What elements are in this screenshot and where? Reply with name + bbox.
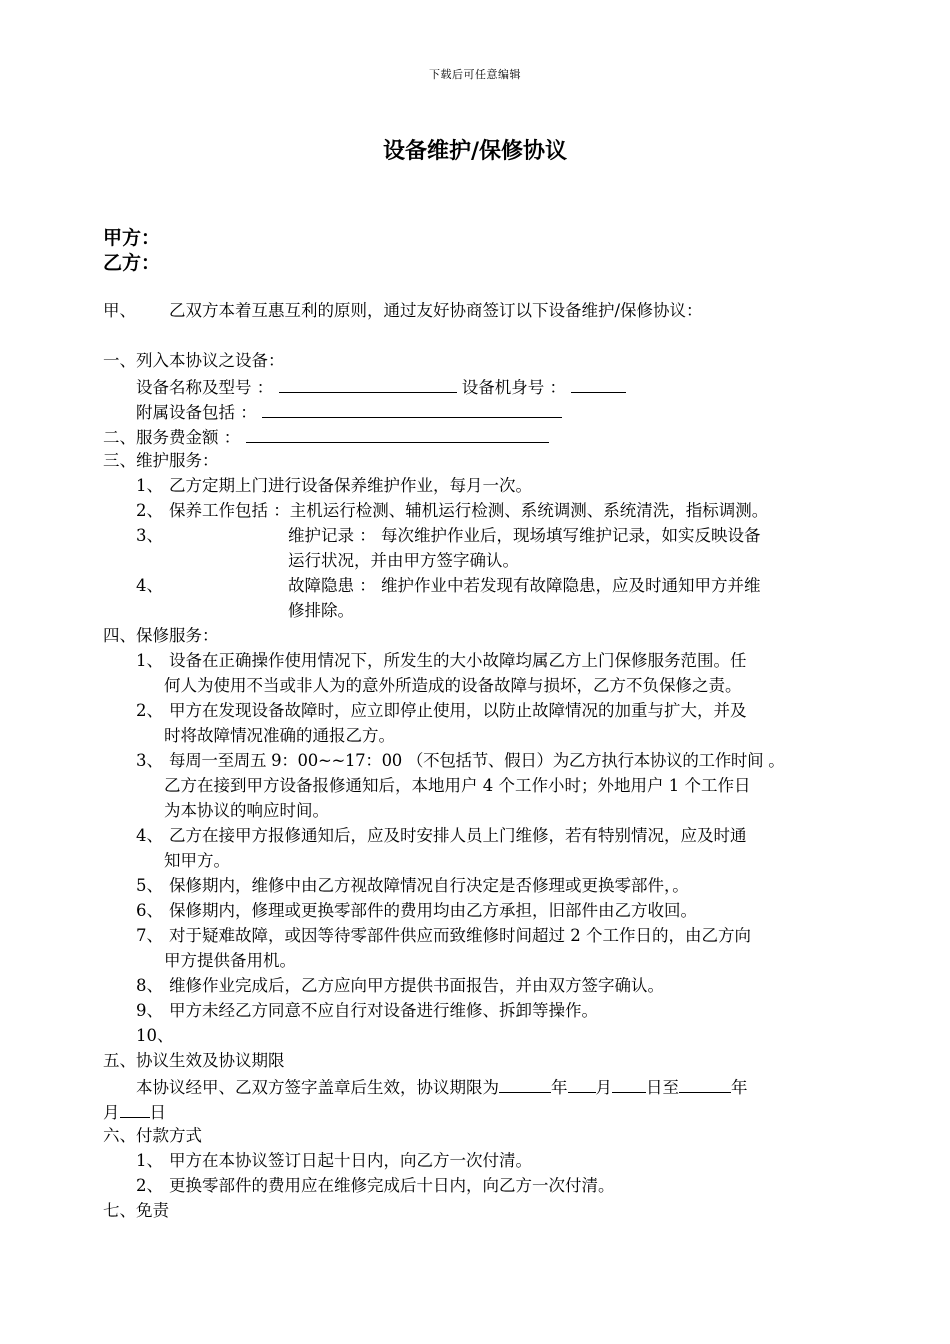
section-6-heading: 六、付款方式 bbox=[103, 1126, 202, 1145]
s3-item-2-text: 保养工作包括 ：主机运行检测、辅机运行检测、系统调测、系统清洗，指标调测。 bbox=[169, 501, 769, 520]
term-start-day-blank bbox=[612, 1074, 646, 1093]
s3-item-4-line1: 故障隐患 ： 维护作业中若发现有故障隐患，应及时通知甲方并维 bbox=[288, 576, 761, 595]
s4-item-5-num: 5、 bbox=[136, 876, 163, 895]
term-year-1: 年 bbox=[551, 1078, 568, 1097]
s6-item-2-text: 更换零部件的费用应在维修完成后十日内，向乙方一次付清。 bbox=[169, 1176, 615, 1195]
s4-item-3-num: 3、 bbox=[136, 751, 163, 770]
term-row bbox=[136, 1074, 748, 1100]
s4-item-2-line2: 时将故障情况准确的通报乙方。 bbox=[164, 726, 395, 745]
s3-item-1-text: 乙方定期上门进行设备保养维护作业，每月一次。 bbox=[169, 476, 532, 495]
section-1-heading: 一、列入本协议之设备： bbox=[103, 351, 285, 370]
party-b-label: 乙方： bbox=[103, 252, 161, 274]
term-year-2: 年 bbox=[731, 1078, 748, 1097]
service-fee-blank bbox=[246, 424, 549, 443]
s3-item-3-num: 3、 bbox=[136, 526, 163, 545]
page-header: 下载后可任意编辑 bbox=[429, 68, 521, 81]
intro-lead: 甲、 bbox=[103, 301, 136, 320]
equipment-model-blank bbox=[279, 374, 457, 393]
section-4-heading: 四、保修服务： bbox=[103, 626, 219, 645]
term-day-2: 日 bbox=[149, 1103, 166, 1122]
s4-item-7-num: 7、 bbox=[136, 926, 163, 945]
s4-item-6-num: 6、 bbox=[136, 901, 163, 920]
term-start-year-blank bbox=[499, 1074, 551, 1093]
s3-item-3-line1: 维护记录 ： 每次维护作业后，现场填写维护记录，如实反映设备 bbox=[288, 526, 761, 545]
term-end-year-blank bbox=[679, 1074, 731, 1093]
term-month-2: 月 bbox=[103, 1103, 120, 1122]
s3-item-4-num: 4、 bbox=[136, 576, 163, 595]
term-start-month-blank bbox=[568, 1074, 596, 1093]
s4-item-1-line2: 何人为使用不当或非人为的意外所造成的设备故障与损坏，乙方不负保修之责。 bbox=[164, 676, 742, 695]
section-3-heading: 三、维护服务： bbox=[103, 451, 219, 470]
equipment-model-label: 设备名称及型号 ： bbox=[136, 378, 274, 397]
term-row-2 bbox=[103, 1099, 166, 1125]
s6-item-1-text: 甲方在本协议签订日起十日内，向乙方一次付清。 bbox=[169, 1151, 532, 1170]
s4-item-9-num: 9、 bbox=[136, 1001, 163, 1020]
s4-item-8-num: 8、 bbox=[136, 976, 163, 995]
s4-item-9-text: 甲方未经乙方同意不应自行对设备进行维修、拆卸等操作。 bbox=[169, 1001, 598, 1020]
s4-item-2-num: 2、 bbox=[136, 701, 163, 720]
s4-item-3-line1: 每周一至周五 9：00~~17：00 （不包括节、假日）为乙方执行本协议的工作时间 。 bbox=[169, 751, 785, 770]
s3-item-4-line2: 修排除。 bbox=[288, 601, 354, 620]
accessory-blank bbox=[262, 399, 562, 418]
s4-item-3-line3: 为本协议的响应时间。 bbox=[164, 801, 329, 820]
accessory-label: 附属设备包括 ： bbox=[136, 403, 257, 422]
s4-item-1-line1: 设备在正确操作使用情况下，所发生的大小故障均属乙方上门保修服务范围。任 bbox=[169, 651, 747, 670]
s4-item-8-text: 维修作业完成后，乙方应向甲方提供书面报告，并由双方签字确认。 bbox=[169, 976, 664, 995]
s4-item-7-line1: 对于疑难故障，或因等待零部件供应而致维修时间超过 2 个工作日的，由乙方向 bbox=[169, 926, 751, 945]
s4-item-7-line2: 甲方提供备用机。 bbox=[164, 951, 296, 970]
service-fee-row bbox=[103, 424, 549, 450]
s4-item-1-num: 1、 bbox=[136, 651, 163, 670]
s6-item-1-num: 1、 bbox=[136, 1151, 163, 1170]
s4-item-4-line1: 乙方在接甲方报修通知后，应及时安排人员上门维修，若有特别情况，应及时通 bbox=[169, 826, 747, 845]
term-end-day-blank bbox=[120, 1099, 150, 1118]
s3-item-1-num: 1、 bbox=[136, 476, 163, 495]
s4-item-10-num: 10、 bbox=[136, 1026, 174, 1045]
section-7-heading: 七、免责 bbox=[103, 1201, 169, 1220]
accessory-row bbox=[136, 399, 562, 425]
serial-number-blank bbox=[571, 374, 626, 393]
s4-item-2-line1: 甲方在发现设备故障时，应立即停止使用，以防止故障情况的加重与扩大，并及 bbox=[169, 701, 747, 720]
section-5-heading: 五、协议生效及协议期限 bbox=[103, 1051, 285, 1070]
party-a-label: 甲方： bbox=[103, 227, 161, 249]
document-title: 设备维护/保修协议 bbox=[382, 138, 568, 164]
s4-item-4-num: 4、 bbox=[136, 826, 163, 845]
s4-item-6-text: 保修期内，修理或更换零部件的费用均由乙方承担，旧部件由乙方收回。 bbox=[169, 901, 697, 920]
s4-item-5-text: 保修期内，维修中由乙方视故障情况自行决定是否修理或更换零部件，。 bbox=[169, 876, 689, 895]
s3-item-3-line2: 运行状况，并由甲方签字确认。 bbox=[288, 551, 519, 570]
s6-item-2-num: 2、 bbox=[136, 1176, 163, 1195]
term-day-1: 日至 bbox=[646, 1078, 679, 1097]
intro-text: 乙双方本着互惠互利的原则，通过友好协商签订以下设备维护/保修协议： bbox=[169, 301, 703, 320]
section-2-heading: 二、服务费金额 ： bbox=[103, 428, 241, 447]
equipment-model-row bbox=[136, 374, 626, 400]
s4-item-3-line2: 乙方在接到甲方设备报修通知后，本地用户 4 个工作小时；外地用户 1 个工作日 bbox=[164, 776, 751, 795]
s3-item-2-num: 2、 bbox=[136, 501, 163, 520]
serial-number-label: 设备机身号 ： bbox=[461, 378, 566, 397]
term-text: 本协议经甲、乙双方签字盖章后生效，协议期限为 bbox=[136, 1078, 499, 1097]
s4-item-4-line2: 知甲方。 bbox=[164, 851, 230, 870]
term-month-1: 月 bbox=[595, 1078, 612, 1097]
